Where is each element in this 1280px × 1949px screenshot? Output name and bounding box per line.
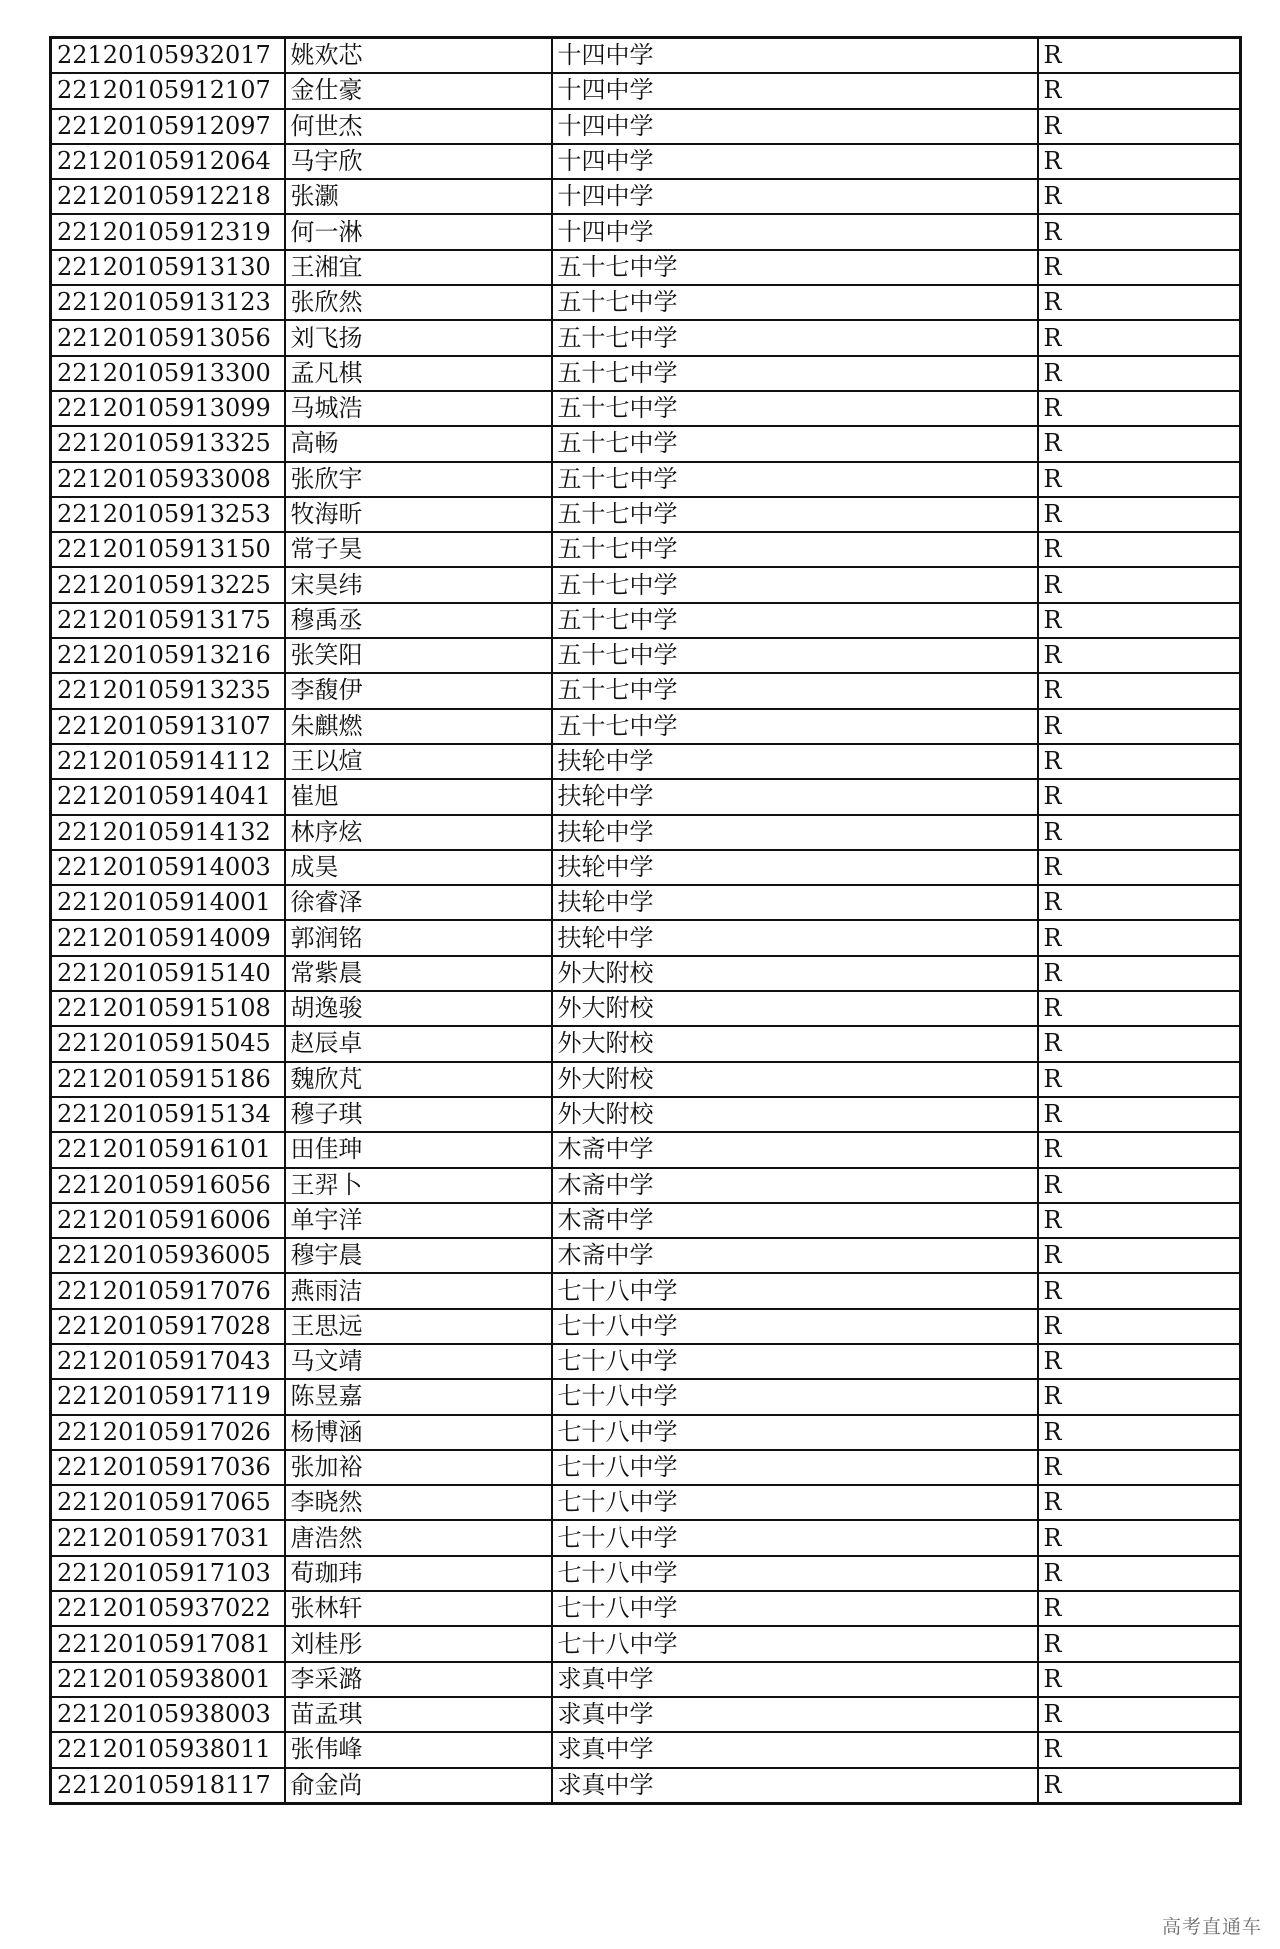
grade-cell: R: [1038, 462, 1241, 497]
school-cell: 五十七中学: [552, 462, 1038, 497]
school-cell: 求真中学: [552, 1662, 1038, 1697]
student-name-cell: 马宇欣: [285, 144, 552, 179]
student-name-cell: 金仕豪: [285, 73, 552, 108]
table-row: [51, 638, 1241, 673]
table-row: [51, 885, 1241, 920]
candidate-id-cell: 22120105917026: [51, 1415, 285, 1450]
table-row: [51, 426, 1241, 461]
candidate-id-cell: 22120105913235: [51, 673, 285, 708]
school-cell: 十四中学: [552, 214, 1038, 249]
candidate-id-cell: 22120105915134: [51, 1097, 285, 1132]
candidate-id-cell: 22120105914009: [51, 920, 285, 955]
candidate-id-cell: 22120105916006: [51, 1203, 285, 1238]
school-cell: 五十七中学: [552, 285, 1038, 320]
table-row: [51, 532, 1241, 567]
grade-cell: R: [1038, 250, 1241, 285]
grade-cell: R: [1038, 850, 1241, 885]
grade-cell: R: [1038, 1309, 1241, 1344]
table-row: [51, 1450, 1241, 1485]
table-row: [51, 1097, 1241, 1132]
student-name-cell: 牧海昕: [285, 497, 552, 532]
grade-cell: R: [1038, 1273, 1241, 1308]
school-cell: 外大附校: [552, 1026, 1038, 1061]
table-row: [51, 1309, 1241, 1344]
candidate-id-cell: 22120105916056: [51, 1168, 285, 1203]
candidate-id-cell: 22120105913253: [51, 497, 285, 532]
school-cell: 求真中学: [552, 1697, 1038, 1732]
student-name-cell: 李晓然: [285, 1485, 552, 1520]
student-name-cell: 王湘宜: [285, 250, 552, 285]
table-row: [51, 779, 1241, 814]
table-row: [51, 38, 1241, 74]
school-cell: 七十八中学: [552, 1344, 1038, 1379]
student-name-cell: 常子昊: [285, 532, 552, 567]
student-name-cell: 张加裕: [285, 1450, 552, 1485]
school-cell: 求真中学: [552, 1768, 1038, 1804]
candidate-id-cell: 22120105915045: [51, 1026, 285, 1061]
grade-cell: R: [1038, 638, 1241, 673]
candidate-id-cell: 22120105913216: [51, 638, 285, 673]
table-row: [51, 1485, 1241, 1520]
candidate-id-cell: 22120105913300: [51, 356, 285, 391]
grade-cell: R: [1038, 285, 1241, 320]
grade-cell: R: [1038, 1415, 1241, 1450]
school-cell: 五十七中学: [552, 250, 1038, 285]
student-name-cell: 王思远: [285, 1309, 552, 1344]
table-row: [51, 462, 1241, 497]
school-cell: 七十八中学: [552, 1450, 1038, 1485]
school-cell: 扶轮中学: [552, 815, 1038, 850]
school-cell: 扶轮中学: [552, 920, 1038, 955]
grade-cell: R: [1038, 1344, 1241, 1379]
table-row: [51, 1626, 1241, 1661]
grade-cell: R: [1038, 744, 1241, 779]
table-row: [51, 391, 1241, 426]
candidate-id-cell: 22120105913150: [51, 532, 285, 567]
candidate-id-cell: 22120105913130: [51, 250, 285, 285]
grade-cell: R: [1038, 885, 1241, 920]
grade-cell: R: [1038, 1203, 1241, 1238]
candidate-id-cell: 22120105917043: [51, 1344, 285, 1379]
candidate-id-cell: 22120105916101: [51, 1132, 285, 1167]
candidate-id-cell: 22120105914041: [51, 779, 285, 814]
table-row: [51, 1768, 1241, 1804]
candidate-id-cell: 22120105913099: [51, 391, 285, 426]
student-name-cell: 穆禹丞: [285, 603, 552, 638]
grade-cell: R: [1038, 426, 1241, 461]
grade-cell: R: [1038, 779, 1241, 814]
table-row: [51, 1697, 1241, 1732]
grade-cell: R: [1038, 1168, 1241, 1203]
student-name-cell: 李采潞: [285, 1662, 552, 1697]
candidate-id-cell: 22120105936005: [51, 1238, 285, 1273]
school-cell: 木斋中学: [552, 1203, 1038, 1238]
grade-cell: R: [1038, 1379, 1241, 1414]
student-name-cell: 王羿卜: [285, 1168, 552, 1203]
table-row: [51, 920, 1241, 955]
grade-cell: R: [1038, 497, 1241, 532]
table-row: [51, 179, 1241, 214]
grade-cell: R: [1038, 956, 1241, 991]
table-row: [51, 1732, 1241, 1767]
student-name-cell: 单宇洋: [285, 1203, 552, 1238]
student-name-cell: 杨博涵: [285, 1415, 552, 1450]
school-cell: 五十七中学: [552, 356, 1038, 391]
table-row: [51, 356, 1241, 391]
candidate-id-cell: 22120105915186: [51, 1062, 285, 1097]
student-name-cell: 王以煊: [285, 744, 552, 779]
candidate-id-cell: 22120105914112: [51, 744, 285, 779]
table-row: [51, 1556, 1241, 1591]
student-name-cell: 孟凡棋: [285, 356, 552, 391]
table-row: [51, 1168, 1241, 1203]
school-cell: 五十七中学: [552, 320, 1038, 355]
student-name-cell: 姚欢芯: [285, 38, 552, 74]
student-name-cell: 张灏: [285, 179, 552, 214]
candidate-id-cell: 22120105917103: [51, 1556, 285, 1591]
student-name-cell: 刘桂彤: [285, 1626, 552, 1661]
candidate-id-cell: 22120105912064: [51, 144, 285, 179]
student-name-cell: 胡逸骏: [285, 991, 552, 1026]
grade-cell: R: [1038, 1662, 1241, 1697]
student-name-cell: 燕雨洁: [285, 1273, 552, 1308]
school-cell: 七十八中学: [552, 1379, 1038, 1414]
table-row: [51, 214, 1241, 249]
table-row: [51, 709, 1241, 744]
school-cell: 七十八中学: [552, 1591, 1038, 1626]
candidate-id-cell: 22120105912097: [51, 109, 285, 144]
grade-cell: R: [1038, 109, 1241, 144]
grade-cell: R: [1038, 73, 1241, 108]
student-name-cell: 崔旭: [285, 779, 552, 814]
grade-cell: R: [1038, 320, 1241, 355]
table-row: [51, 1662, 1241, 1697]
grade-cell: R: [1038, 214, 1241, 249]
school-cell: 扶轮中学: [552, 779, 1038, 814]
candidate-id-cell: 22120105913225: [51, 567, 285, 602]
school-cell: 五十七中学: [552, 673, 1038, 708]
table-row: [51, 1026, 1241, 1061]
table-row: [51, 1344, 1241, 1379]
student-name-cell: 林序炫: [285, 815, 552, 850]
candidate-id-cell: 22120105917031: [51, 1520, 285, 1555]
student-name-cell: 朱麒燃: [285, 709, 552, 744]
student-name-cell: 荀珈玮: [285, 1556, 552, 1591]
candidate-id-cell: 22120105915108: [51, 991, 285, 1026]
table-row: [51, 250, 1241, 285]
school-cell: 求真中学: [552, 1732, 1038, 1767]
grade-cell: R: [1038, 1238, 1241, 1273]
school-cell: 五十七中学: [552, 567, 1038, 602]
school-cell: 七十八中学: [552, 1273, 1038, 1308]
school-cell: 七十八中学: [552, 1626, 1038, 1661]
table-row: [51, 1591, 1241, 1626]
grade-cell: R: [1038, 532, 1241, 567]
school-cell: 五十七中学: [552, 426, 1038, 461]
grade-cell: R: [1038, 1485, 1241, 1520]
candidate-id-cell: 22120105932017: [51, 38, 285, 74]
school-cell: 五十七中学: [552, 603, 1038, 638]
table-row: [51, 285, 1241, 320]
table-row: [51, 956, 1241, 991]
candidate-id-cell: 22120105917036: [51, 1450, 285, 1485]
student-name-cell: 何一淋: [285, 214, 552, 249]
table-row: [51, 1273, 1241, 1308]
table-row: [51, 1415, 1241, 1450]
school-cell: 十四中学: [552, 73, 1038, 108]
candidate-id-cell: 22120105913325: [51, 426, 285, 461]
candidate-id-cell: 22120105912319: [51, 214, 285, 249]
grade-cell: R: [1038, 1062, 1241, 1097]
candidate-id-cell: 22120105913175: [51, 603, 285, 638]
school-cell: 外大附校: [552, 956, 1038, 991]
candidate-id-cell: 22120105917081: [51, 1626, 285, 1661]
table-row: [51, 1238, 1241, 1273]
grade-cell: R: [1038, 991, 1241, 1026]
student-name-cell: 马城浩: [285, 391, 552, 426]
candidate-id-cell: 22120105933008: [51, 462, 285, 497]
roster-body: [51, 38, 1241, 1804]
school-cell: 十四中学: [552, 144, 1038, 179]
candidate-id-cell: 22120105913123: [51, 285, 285, 320]
school-cell: 七十八中学: [552, 1309, 1038, 1344]
grade-cell: R: [1038, 179, 1241, 214]
student-name-cell: 田佳珅: [285, 1132, 552, 1167]
student-name-cell: 唐浩然: [285, 1520, 552, 1555]
student-name-cell: 赵辰卓: [285, 1026, 552, 1061]
table-row: [51, 1379, 1241, 1414]
student-name-cell: 张伟峰: [285, 1732, 552, 1767]
candidate-id-cell: 22120105912107: [51, 73, 285, 108]
student-name-cell: 高畅: [285, 426, 552, 461]
candidate-id-cell: 22120105914132: [51, 815, 285, 850]
student-name-cell: 李馥伊: [285, 673, 552, 708]
table-row: [51, 603, 1241, 638]
candidate-id-cell: 22120105915140: [51, 956, 285, 991]
table-row: [51, 744, 1241, 779]
table-row: [51, 497, 1241, 532]
grade-cell: R: [1038, 1697, 1241, 1732]
grade-cell: R: [1038, 1732, 1241, 1767]
school-cell: 外大附校: [552, 991, 1038, 1026]
student-name-cell: 穆宇晨: [285, 1238, 552, 1273]
grade-cell: R: [1038, 1026, 1241, 1061]
grade-cell: R: [1038, 1097, 1241, 1132]
school-cell: 七十八中学: [552, 1556, 1038, 1591]
candidate-id-cell: 22120105937022: [51, 1591, 285, 1626]
school-cell: 木斋中学: [552, 1132, 1038, 1167]
grade-cell: R: [1038, 38, 1241, 74]
candidate-id-cell: 22120105913056: [51, 320, 285, 355]
grade-cell: R: [1038, 815, 1241, 850]
student-name-cell: 苗孟琪: [285, 1697, 552, 1732]
candidate-id-cell: 22120105938001: [51, 1662, 285, 1697]
table-row: [51, 991, 1241, 1026]
school-cell: 五十七中学: [552, 497, 1038, 532]
school-cell: 木斋中学: [552, 1168, 1038, 1203]
school-cell: 五十七中学: [552, 391, 1038, 426]
candidate-id-cell: 22120105914001: [51, 885, 285, 920]
grade-cell: R: [1038, 356, 1241, 391]
school-cell: 十四中学: [552, 38, 1038, 74]
table-row: [51, 850, 1241, 885]
grade-cell: R: [1038, 391, 1241, 426]
school-cell: 五十七中学: [552, 532, 1038, 567]
grade-cell: R: [1038, 1132, 1241, 1167]
student-name-cell: 张笑阳: [285, 638, 552, 673]
table-row: [51, 1132, 1241, 1167]
school-cell: 十四中学: [552, 179, 1038, 214]
school-cell: 七十八中学: [552, 1415, 1038, 1450]
school-cell: 七十八中学: [552, 1520, 1038, 1555]
table-row: [51, 144, 1241, 179]
student-name-cell: 陈昱嘉: [285, 1379, 552, 1414]
grade-cell: R: [1038, 920, 1241, 955]
student-name-cell: 穆子琪: [285, 1097, 552, 1132]
student-name-cell: 郭润铭: [285, 920, 552, 955]
table-row: [51, 815, 1241, 850]
table-row: [51, 1520, 1241, 1555]
school-cell: 木斋中学: [552, 1238, 1038, 1273]
grade-cell: R: [1038, 1591, 1241, 1626]
student-name-cell: 张林轩: [285, 1591, 552, 1626]
school-cell: 五十七中学: [552, 709, 1038, 744]
table-row: [51, 109, 1241, 144]
grade-cell: R: [1038, 603, 1241, 638]
student-name-cell: 常紫晨: [285, 956, 552, 991]
table-row: [51, 73, 1241, 108]
candidate-id-cell: 22120105914003: [51, 850, 285, 885]
candidate-id-cell: 22120105917076: [51, 1273, 285, 1308]
candidate-id-cell: 22120105917028: [51, 1309, 285, 1344]
candidate-id-cell: 22120105938003: [51, 1697, 285, 1732]
grade-cell: R: [1038, 144, 1241, 179]
school-cell: 扶轮中学: [552, 885, 1038, 920]
grade-cell: R: [1038, 709, 1241, 744]
table-row: [51, 567, 1241, 602]
student-roster-table: [49, 36, 1242, 1805]
table-row: [51, 320, 1241, 355]
candidate-id-cell: 22120105913107: [51, 709, 285, 744]
student-name-cell: 张欣宇: [285, 462, 552, 497]
school-cell: 扶轮中学: [552, 850, 1038, 885]
candidate-id-cell: 22120105918117: [51, 1768, 285, 1804]
watermark-text: 高考直通车: [1161, 1916, 1262, 1938]
school-cell: 十四中学: [552, 109, 1038, 144]
student-name-cell: 徐睿泽: [285, 885, 552, 920]
candidate-id-cell: 22120105917119: [51, 1379, 285, 1414]
candidate-id-cell: 22120105917065: [51, 1485, 285, 1520]
student-name-cell: 成昊: [285, 850, 552, 885]
grade-cell: R: [1038, 1520, 1241, 1555]
table-row: [51, 1203, 1241, 1238]
school-cell: 扶轮中学: [552, 744, 1038, 779]
grade-cell: R: [1038, 1626, 1241, 1661]
student-name-cell: 张欣然: [285, 285, 552, 320]
candidate-id-cell: 22120105938011: [51, 1732, 285, 1767]
school-cell: 七十八中学: [552, 1485, 1038, 1520]
student-name-cell: 马文靖: [285, 1344, 552, 1379]
school-cell: 五十七中学: [552, 638, 1038, 673]
candidate-id-cell: 22120105912218: [51, 179, 285, 214]
student-name-cell: 魏欣芃: [285, 1062, 552, 1097]
table-row: [51, 1062, 1241, 1097]
grade-cell: R: [1038, 1450, 1241, 1485]
school-cell: 外大附校: [552, 1097, 1038, 1132]
grade-cell: R: [1038, 673, 1241, 708]
student-name-cell: 刘飞扬: [285, 320, 552, 355]
school-cell: 外大附校: [552, 1062, 1038, 1097]
student-name-cell: 宋昊纬: [285, 567, 552, 602]
grade-cell: R: [1038, 1556, 1241, 1591]
grade-cell: R: [1038, 567, 1241, 602]
table-row: [51, 673, 1241, 708]
student-name-cell: 何世杰: [285, 109, 552, 144]
grade-cell: R: [1038, 1768, 1241, 1804]
student-name-cell: 俞金尚: [285, 1768, 552, 1804]
